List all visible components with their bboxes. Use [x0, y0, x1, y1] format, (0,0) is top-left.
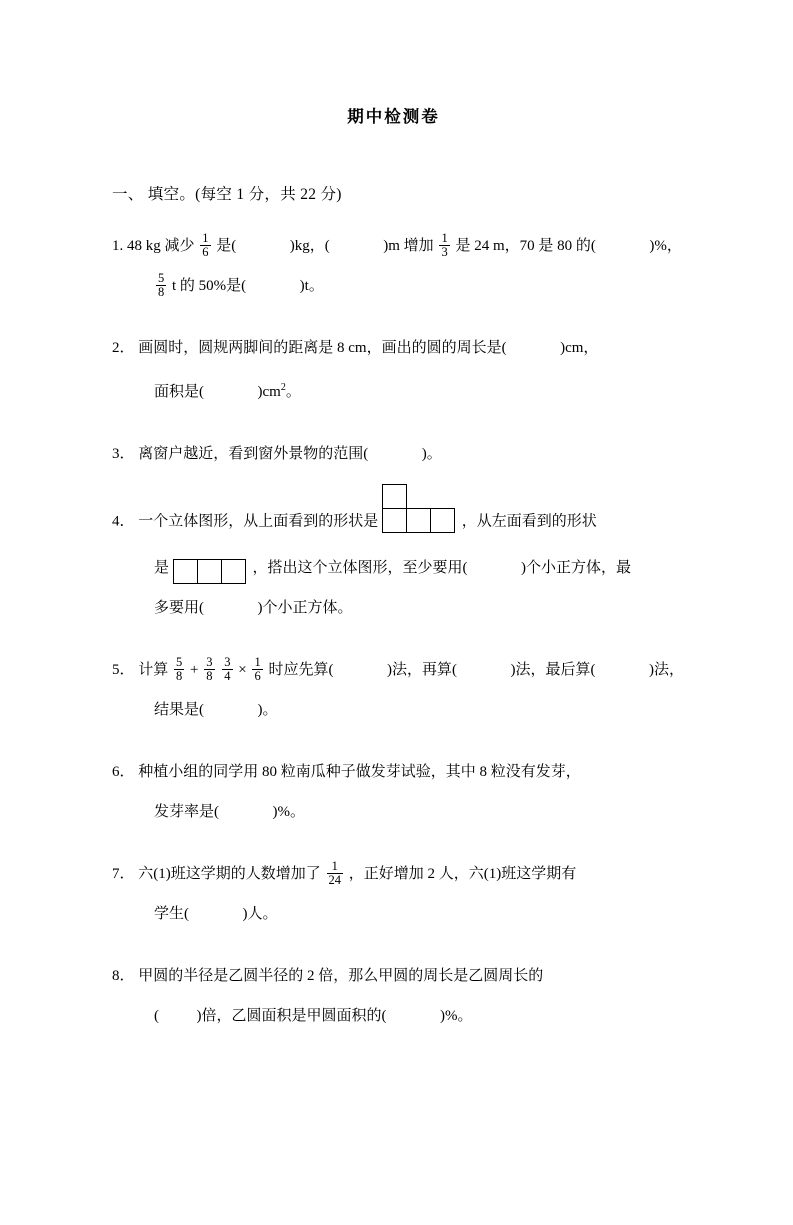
fraction-one-twentyfourth	[327, 860, 344, 888]
q4-blank-2[interactable]	[208, 588, 254, 628]
shape-cell	[382, 484, 407, 509]
q5-plus-sign: +	[190, 662, 199, 678]
q5-blank-2[interactable]	[461, 650, 507, 690]
q5-text-7: )。	[257, 702, 278, 718]
q4-text-7: )个小正方体。	[257, 600, 353, 616]
q8-text-2: (	[154, 1008, 159, 1024]
q2-text-2: )cm，	[560, 340, 599, 356]
q8-text-3: )倍，乙圆面积是甲圆面积的(	[196, 1008, 387, 1024]
q1-blank-4[interactable]	[250, 266, 296, 306]
q4-text-3: 是	[154, 560, 170, 576]
q5-text-1: 计算	[138, 662, 169, 678]
q6-line-2	[112, 792, 675, 832]
shape-cell	[173, 559, 198, 584]
q3-blank-1[interactable]	[372, 434, 418, 474]
q5-text-2: 时应先算(	[268, 662, 334, 678]
q3-number: 3．	[112, 446, 135, 462]
q5-blank-3[interactable]	[599, 650, 645, 690]
q7-text-4: )人。	[242, 906, 278, 922]
fraction-numerator: 1	[327, 860, 344, 875]
q4-text-6: 多要用(	[154, 600, 204, 616]
q5-times-sign: ×	[238, 662, 247, 678]
q2-text-4: )cm	[257, 384, 281, 400]
fraction-denominator: 24	[328, 873, 342, 888]
q6-number: 6．	[112, 764, 135, 780]
q2-text-5: 。	[285, 384, 301, 400]
q8-blank-1[interactable]	[163, 996, 193, 1036]
exam-page	[0, 103, 793, 1225]
shape-cell	[406, 508, 431, 533]
shape-cell	[382, 508, 407, 533]
q3-text-2: )。	[421, 446, 442, 462]
q4-number: 4．	[112, 513, 135, 530]
q5-blank-1[interactable]	[337, 650, 383, 690]
q5-text-3: )法，再算(	[386, 662, 457, 678]
shape-cell	[430, 508, 455, 533]
q2-text-3: 面积是(	[154, 384, 204, 400]
q3-text-1: 离窗户越近，看到窗外景物的范围(	[138, 446, 369, 462]
q5-line-2	[112, 690, 675, 730]
q5-text-4: )法，最后算(	[510, 662, 596, 678]
q8-line-2	[112, 996, 675, 1036]
fraction-denominator: 8	[176, 669, 183, 684]
q7-line-2	[112, 894, 675, 934]
fraction-numerator: 3	[224, 654, 231, 669]
q8-text-1: 甲圆的半径是乙圆半径的 2 倍，那么甲圆的周长是乙圆周长的	[138, 968, 544, 984]
q1-text-1: 48 kg 减少	[127, 238, 195, 254]
q4-text-1: 一个立体图形，从上面看到的形状是	[138, 513, 379, 530]
q4-line-3	[112, 588, 675, 628]
fraction-denominator: 8	[206, 669, 213, 684]
q7-blank-1[interactable]	[193, 894, 239, 934]
section-heading-fill-in-blanks: 一、 填空。(每空 1 分，共 22 分)	[112, 186, 342, 203]
q1-blank-3[interactable]	[600, 226, 646, 266]
q6-blank-1[interactable]	[223, 792, 269, 832]
q1-text-4: )m 增加	[383, 238, 434, 254]
q1-text-8: )t。	[299, 278, 324, 294]
question-3	[112, 434, 675, 474]
q4-text-5: )个小正方体，最	[521, 560, 632, 576]
q7-text-3: 学生(	[154, 906, 189, 922]
q2-number: 2．	[112, 340, 135, 356]
q5-text-6: 结果是(	[154, 702, 204, 718]
q1-blank-1[interactable]	[240, 226, 286, 266]
q2-text-1: 画圆时，圆规两脚间的距离是 8 cm，画出的圆的周长是(	[138, 340, 507, 356]
top-view-shape-figure	[382, 484, 458, 536]
q4-text-4: ，搭出这个立体图形，至少要用(	[252, 560, 468, 576]
page-title: 期中检测卷	[347, 107, 440, 126]
fraction-one-sixth	[200, 232, 210, 260]
q6-text-3: )%。	[272, 804, 305, 820]
question-4	[112, 496, 675, 628]
q7-number: 7．	[112, 866, 135, 882]
fraction-one-third	[439, 232, 449, 260]
fraction-numerator: 5	[158, 270, 165, 285]
question-2	[112, 328, 675, 412]
q1-blank-2[interactable]	[334, 226, 380, 266]
left-view-shape-figure	[173, 559, 249, 586]
question-5	[112, 650, 684, 730]
question-6	[112, 752, 675, 832]
q2-superscript: 2	[280, 382, 286, 393]
fraction-denominator: 8	[158, 285, 165, 300]
fraction-numerator: 5	[176, 654, 183, 669]
question-7	[112, 854, 675, 934]
q5-number: 5．	[112, 662, 135, 678]
q4-blank-1[interactable]	[471, 548, 517, 588]
fraction-five-eighths	[156, 272, 166, 300]
q6-text-2: 发芽率是(	[154, 804, 219, 820]
question-8	[112, 956, 675, 1036]
shape-cell	[221, 559, 246, 584]
q2-blank-2[interactable]	[208, 372, 254, 412]
fraction-denominator: 4	[224, 669, 231, 684]
fraction-three-fourths	[222, 656, 232, 684]
q8-number: 8．	[112, 968, 135, 984]
fraction-numerator: 1	[441, 230, 448, 245]
q7-text-2: ，正好增加 2 人，六(1)班这学期有	[348, 866, 577, 882]
fraction-denominator: 6	[254, 669, 261, 684]
fraction-numerator: 1	[202, 230, 209, 245]
q1-text-6: )%，	[649, 238, 682, 254]
fraction-denominator: 3	[441, 245, 448, 260]
fraction-five-eighths	[174, 656, 184, 684]
q1-text-7: t 的 50%是(	[172, 278, 247, 294]
q7-text-1: 六(1)班这学期的人数增加了	[138, 866, 321, 882]
q1-text-3: )kg，(	[289, 238, 330, 254]
q2-blank-1[interactable]	[510, 328, 556, 368]
q1-line-2	[112, 266, 675, 306]
fraction-numerator: 1	[254, 654, 261, 669]
fraction-denominator: 6	[202, 245, 209, 260]
q6-text-1: 种植小组的同学用 80 粒南瓜种子做发芽试验，其中 8 粒没有发芽，	[138, 764, 581, 780]
q5-blank-4[interactable]	[208, 690, 254, 730]
fraction-numerator: 3	[206, 654, 213, 669]
question-1	[112, 226, 682, 306]
q4-text-2: ，从左面看到的形状	[461, 513, 597, 530]
fraction-one-sixth	[252, 656, 262, 684]
q1-text-2: 是(	[216, 238, 237, 254]
q8-blank-2[interactable]	[390, 996, 436, 1036]
fraction-three-eighths	[204, 656, 214, 684]
q1-number: 1.	[112, 238, 124, 254]
q5-text-5: )法，	[648, 662, 684, 678]
q2-line-2	[112, 368, 675, 412]
q8-text-4: )%。	[440, 1008, 473, 1024]
q4-line-2	[112, 548, 675, 588]
q1-text-5: 是 24 m，70 是 80 的(	[455, 238, 596, 254]
shape-cell	[197, 559, 222, 584]
